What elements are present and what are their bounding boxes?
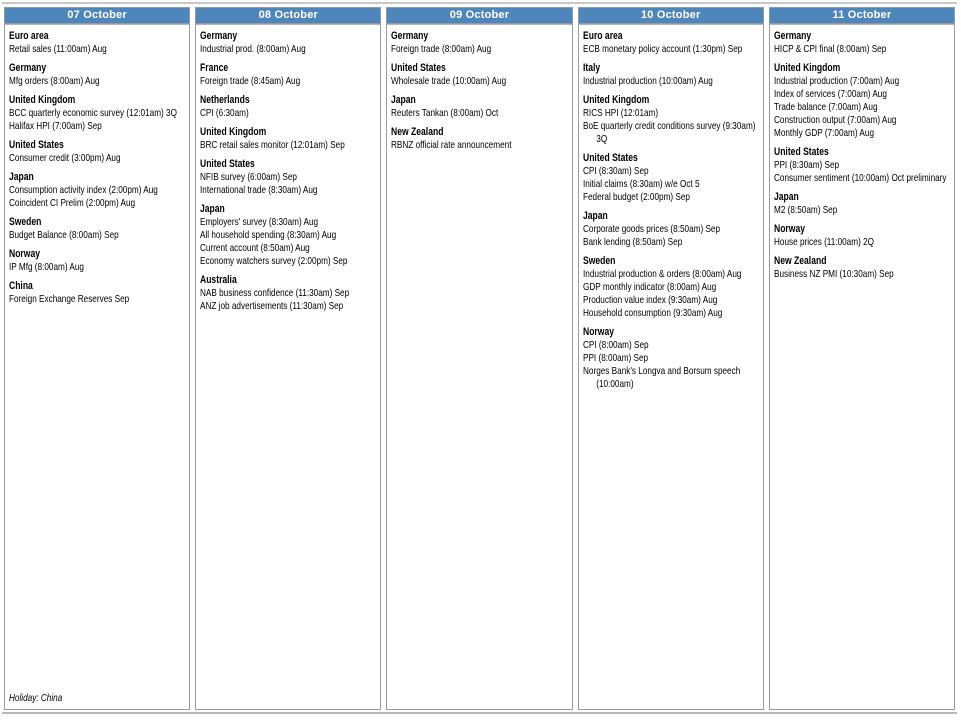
event-item: Bank lending (8:50am) Sep (582, 236, 682, 248)
country-name: Norway (9, 248, 41, 260)
event-item: Reuters Tankan (8:00am) Oct (391, 107, 499, 119)
country-name: Japan (200, 203, 226, 215)
event-item: RBNZ official rate announcement (391, 139, 512, 151)
country-block (9, 215, 190, 242)
event-item: International trade (8:30am) Aug (200, 184, 318, 196)
day-header-label: 11 October (832, 9, 892, 21)
event-item: Household consumption (9:30am) Aug (582, 307, 722, 319)
day-header (578, 7, 764, 24)
country-name: Australia (200, 274, 237, 286)
event-item: Business NZ PMI (10:30am) Sep (773, 268, 894, 280)
day-header (195, 7, 381, 24)
event-item: Corporate goods prices (8:50am) Sep (582, 223, 720, 235)
event-item: CPI (8:30am) Sep (582, 165, 649, 177)
event-item: ANZ job advertisements (11:30am) Sep (200, 300, 344, 312)
event-item: Current account (8:50am) Aug (200, 242, 310, 254)
event-item: Trade balance (7:00am) Aug (773, 101, 878, 113)
country-block (391, 93, 572, 120)
country-name: United States (9, 139, 64, 151)
country-block (200, 273, 381, 313)
country-block (9, 279, 190, 306)
country-name: Norway (582, 326, 614, 338)
day-events-content (391, 27, 572, 705)
event-item: Coincident CI Prelim (2:00pm) Aug (9, 197, 136, 209)
country-name: Italy (582, 62, 600, 74)
event-item: ECB monetary policy account (1:30pm) Sep (582, 43, 742, 55)
event-item: RICS HPI (12:01am) (582, 107, 658, 119)
country-name: Netherlands (200, 94, 250, 106)
country-name: Japan (9, 171, 34, 183)
day-events-content (583, 27, 764, 705)
event-item: BoE quarterly credit conditions survey (9:30am) 3Q (582, 120, 756, 145)
event-item: BCC quarterly economic survey (12:01am) 3Q (9, 107, 177, 119)
country-name: China (9, 280, 33, 292)
country-block (9, 247, 190, 274)
event-item: Industrial production & orders (8:00am) Aug (582, 268, 742, 280)
country-block (583, 325, 764, 391)
country-name: Sweden (9, 216, 42, 228)
event-item: IP Mfg (8:00am) Aug (9, 261, 84, 273)
event-item: All household spending (8:30am) Aug (200, 229, 337, 241)
day-events-panel (195, 24, 381, 710)
country-block (9, 29, 190, 56)
country-block (200, 157, 381, 197)
event-item: Index of services (7:00am) Aug (773, 88, 887, 100)
event-item: PPI (8:00am) Sep (582, 352, 648, 364)
day-events-panel (386, 24, 572, 710)
event-item: Consumer sentiment (10:00am) Oct preliminary (773, 172, 947, 184)
country-name: United Kingdom (9, 94, 76, 106)
day-column-10-october (578, 7, 764, 710)
country-block (9, 61, 190, 88)
country-name: Euro area (582, 30, 623, 42)
country-block (391, 61, 572, 88)
country-name: United States (200, 158, 256, 170)
country-name: Germany (391, 30, 429, 42)
event-item: Foreign trade (8:00am) Aug (391, 43, 492, 55)
country-block (200, 29, 381, 56)
country-block (200, 61, 381, 88)
event-item: M2 (8:50am) Sep (773, 204, 838, 216)
event-item: Production value index (9:30am) Aug (582, 294, 717, 306)
country-block (583, 29, 764, 56)
day-events-panel (578, 24, 764, 710)
day-events-panel (4, 24, 190, 710)
country-block (583, 61, 764, 88)
day-column-08-october (195, 7, 381, 710)
event-item: Construction output (7:00am) Aug (773, 114, 897, 126)
country-name: France (200, 62, 229, 74)
country-block (583, 209, 764, 249)
event-item: CPI (8:00am) Sep (582, 339, 649, 351)
event-item: BRC retail sales monitor (12:01am) Sep (200, 139, 345, 151)
country-name: New Zealand (391, 126, 444, 138)
event-item: Foreign trade (8:45am) Aug (200, 75, 301, 87)
day-header-label: 10 October (640, 9, 701, 21)
country-block (9, 170, 190, 210)
day-header-label: 08 October (258, 9, 319, 21)
day-events-content (200, 27, 381, 705)
event-item: Foreign Exchange Reserves Sep (9, 293, 130, 305)
country-name: Germany (200, 30, 238, 42)
event-item: GDP monthly indicator (8:00am) Aug (582, 281, 716, 293)
country-block (583, 151, 764, 204)
country-block (9, 138, 190, 165)
country-block (200, 125, 381, 152)
country-block (774, 222, 955, 249)
event-item: Budget Balance (8:00am) Sep (9, 229, 119, 241)
country-block (9, 93, 190, 133)
country-block (774, 254, 955, 281)
country-name: New Zealand (773, 255, 827, 267)
day-events-content (774, 27, 955, 705)
day-column-09-october (386, 7, 572, 710)
country-block (774, 145, 955, 185)
country-block (774, 61, 955, 140)
event-item: Federal budget (2:00pm) Sep (582, 191, 690, 203)
event-item: Mfg orders (8:00am) Aug (9, 75, 100, 87)
economic-calendar-table (2, 2, 957, 714)
event-item: NFIB survey (6:00am) Sep (200, 171, 298, 183)
event-item: Norges Bank's Longva and Borsum speech (10:00am) (582, 365, 740, 390)
event-item: PPI (8:30am) Sep (773, 159, 839, 171)
day-column-11-october (769, 7, 955, 710)
event-item: HICP & CPI final (8:00am) Sep (773, 43, 887, 55)
event-item: Retail sales (11:00am) Aug (9, 43, 107, 55)
country-name: United States (391, 62, 447, 74)
country-name: Japan (773, 191, 799, 203)
event-item: NAB business confidence (11:30am) Sep (200, 287, 350, 299)
country-name: Sweden (582, 255, 616, 267)
country-block (774, 190, 955, 217)
event-item: CPI (6:30am) (200, 107, 249, 119)
event-item: Halifax HPI (7:00am) Sep (9, 120, 102, 132)
event-item: Initial claims (8:30am) w/e Oct 5 (582, 178, 700, 190)
day-column-07-october (4, 7, 190, 710)
event-item: Industrial production (10:00am) Aug (582, 75, 713, 87)
country-name: United States (773, 146, 829, 158)
event-item: Consumer credit (3:00pm) Aug (9, 152, 121, 164)
country-block (583, 254, 764, 320)
holiday-note: Holiday: China (9, 692, 63, 704)
country-block (583, 93, 764, 146)
country-block (200, 202, 381, 268)
country-name: United Kingdom (582, 94, 649, 106)
event-item: Wholesale trade (10:00am) Aug (391, 75, 507, 87)
country-block (391, 29, 572, 56)
event-item: House prices (11:00am) 2Q (773, 236, 874, 248)
country-block (391, 125, 572, 152)
country-name: Euro area (9, 30, 49, 42)
country-name: Japan (391, 94, 417, 106)
country-name: Norway (773, 223, 805, 235)
event-item: Employers' survey (8:30am) Aug (200, 216, 319, 228)
event-item: Consumption activity index (2:00pm) Aug (9, 184, 158, 196)
country-block (774, 29, 955, 56)
day-header (4, 7, 190, 24)
day-events-content (9, 27, 190, 705)
country-name: Germany (9, 62, 47, 74)
event-item: Monthly GDP (7:00am) Aug (773, 127, 874, 139)
country-name: United Kingdom (773, 62, 841, 74)
country-name: Germany (773, 30, 812, 42)
country-name: United States (582, 152, 638, 164)
day-header-label: 07 October (67, 9, 127, 21)
event-item: Economy watchers survey (2:00pm) Sep (200, 255, 348, 267)
country-block (200, 93, 381, 120)
country-name: United Kingdom (200, 126, 267, 138)
event-item: Industrial prod. (8:00am) Aug (200, 43, 306, 55)
day-header (386, 7, 572, 24)
day-header (769, 7, 955, 24)
day-header-label: 09 October (449, 9, 510, 21)
event-item: Industrial production (7:00am) Aug (773, 75, 900, 87)
day-events-panel (769, 24, 955, 710)
country-name: Japan (582, 210, 608, 222)
